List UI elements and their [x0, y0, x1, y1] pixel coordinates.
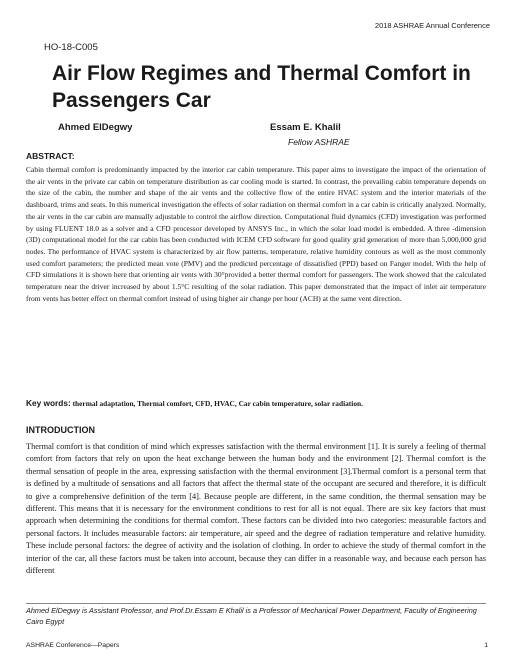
keywords — [26, 398, 486, 408]
footnote-divider — [26, 603, 486, 604]
conference-header: 2018 ASHRAE Annual Conference — [374, 21, 490, 30]
keywords-label: Key words: — [26, 398, 71, 408]
author-footnote: Ahmed ElDegwy is Assistant Professor, and Prof.Dr.Essam E Khalil is a Professor of Mechanical Power Department, Faculty of Engineering Cairo Egypt — [26, 606, 477, 626]
page-number: 1 — [484, 642, 488, 649]
abstract-heading: ABSTRACT: — [26, 151, 75, 161]
introduction-text: Thermal comfort is that condition of mind which expresses satisfaction with the thermal environment [1]. It is surely a feeling of thermal comfort from factors that rely on upon the heat exchange between the human body and the environment [2]. Thermal comfort is the thermal sensation of people in the area, expressing satisfaction with the thermal environment [3].Thermal comfort is a personal term that is defined by a multitude of sensations and all factors that affect the thermal state of the occupant are secured and therefore, it is difficult to give a comprehensive definition of the term [4]. Because people are different, in the same condition, the thermal sensation may be different. This means that it is necessary for the environment conditions to rest for all is not equal. There are six key factors that must approach when determining the conditions for thermal comfort. These factors can be divided into two categories: measurable factors and personal factors. It includes measurable factors: air temperature, air speed and the degree of radiation temperature and relative humidity. These include personal factors: the degree of activity and the isolation of clothing. In order to achieve the study of thermal comfort in the interior of the car, all these factors must be taken into account, because they can differ in a reasonable way, and because each person has different — [26, 442, 486, 576]
keywords-text: thermal adaptation, Thermal comfort, CFD, HVAC, Car cabin temperature, solar radiation. — [70, 399, 363, 408]
author-title-2: Fellow ASHRAE — [288, 137, 350, 147]
paper-id: HO-18-C005 — [44, 42, 98, 53]
abstract-text: Cabin thermal comfort is predominantly impacted by the interior car cabin temperature. This paper aims to investigate the impact of the orientation of the air vents in the private car cabin on temperature distribution as car cooling mode is started. In contrast, the prevailing cabin temperature depends on the size of the cabin, the number and shape of the air vents and the collective flow of the entire HVAC system and the interior materials of the dashboard, trims and seats. In this numerical investigation the effects of solar radiation on thermal comfort in a car cabin is critically analyzed. Normally, the air vents in the car cabin are manually adjustable to control the airflow direction. Computational fluid dynamics (CFD) investigation was performed by using FLUENT 18.0 as a solver and a CFD processor developed by ANSYS Inc., in which the solar load model is embedded. A three -dimension (3D) computational model for the car cabin has been conducted with ICEM CFD software for good quality grid generation of more than 5,000,000 grid nodes. The performance of HVAC system is characterized by air flow patterns, temperature, relative humidity contours as well as the most commonly used comfort parameters; the predicted mean vote (PMV) and the predicted percentage of dissatisfied (PPD) based on Fanger model. With the help of CFD simulations it is shown here that orienting air vents with 30°provided a better thermal comfort for passengers. The work showed that the calculated temperature near the driver increased by about 1.5°C resulting of the solar radiation. This paper demonstrated that the impact of inlet air temperature from vents has better effect on thermal comfort instead of using higher air change per hour (ACH) at the same vent direction. — [26, 165, 486, 303]
introduction-heading: INTRODUCTION — [26, 425, 95, 435]
author-name-2: Essam E. Khalil — [270, 122, 341, 133]
footer-series: ASHRAE Conference—Papers — [26, 642, 120, 649]
paper-title: Air Flow Regimes and Thermal Comfort in Passengers Car — [52, 62, 471, 112]
author-name-1: Ahmed ElDegwy — [58, 122, 133, 133]
